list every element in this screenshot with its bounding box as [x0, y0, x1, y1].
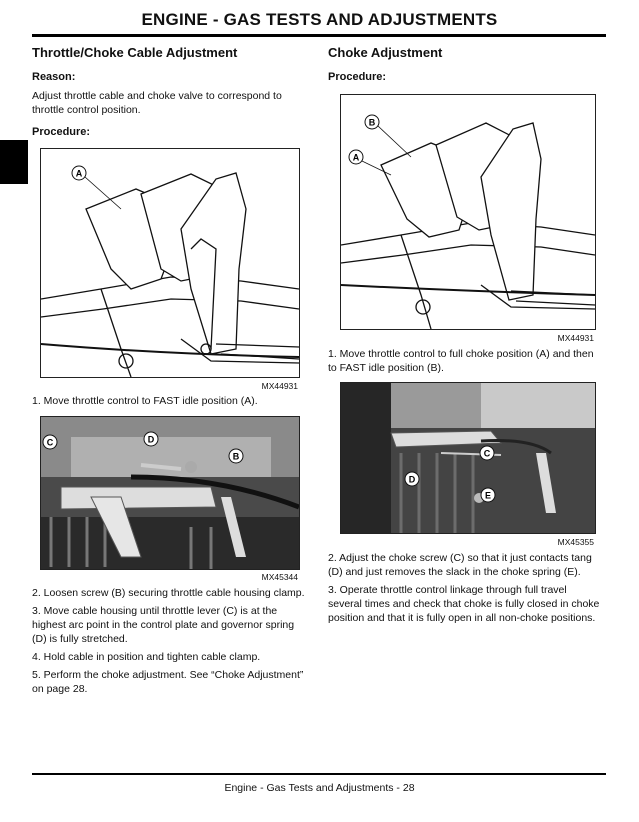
- section-tab-marker: [0, 140, 28, 184]
- callout-a-right-label: A: [352, 152, 360, 163]
- callout-e-right-label: E: [484, 490, 492, 501]
- reason-label: Reason:: [32, 71, 76, 83]
- left-step-3-line-3: (D) is fully stretched.: [32, 633, 128, 645]
- figure-id-mx44931-right: MX44931: [557, 333, 594, 343]
- page-footer: Engine - Gas Tests and Adjustments - 28: [224, 782, 415, 794]
- callout-d-right: [405, 472, 419, 486]
- callout-c-label: C: [46, 437, 54, 448]
- left-step-3-line-2: highest arc point in the control plate and governor spring: [32, 619, 295, 631]
- callout-b-right: [365, 115, 411, 157]
- throttle-lever-drawing-left: [40, 148, 300, 378]
- callout-d: [144, 432, 158, 446]
- reason-text-line-1: Adjust throttle cable and choke valve to correspond to: [32, 90, 282, 102]
- choke-linkage-photo-right: [340, 382, 596, 534]
- figure-id-mx45355: MX45355: [557, 537, 594, 547]
- figure-id-mx44931-left: MX44931: [261, 381, 298, 391]
- callout-c: [43, 435, 57, 449]
- callout-b: [229, 449, 243, 463]
- reason-text-line-2: throttle control position.: [32, 104, 141, 116]
- callout-c-right-label: C: [483, 448, 491, 459]
- left-step-3-line-1: 3. Move cable housing until throttle lever (C) is at the: [32, 605, 278, 617]
- procedure-label-left: Procedure:: [32, 126, 91, 138]
- right-step-3-line-3: position and that it is fully open in all non-choke positions.: [328, 612, 596, 624]
- page-title: ENGINE - GAS TESTS AND ADJUSTMENTS: [141, 10, 498, 29]
- throttle-lever-drawing-right: [340, 94, 596, 330]
- right-step-1-line-2: to FAST idle position (B).: [328, 362, 444, 374]
- callout-c-right: [480, 446, 494, 460]
- right-step-1-line-1: 1. Move throttle control to full choke position (A) and then: [328, 348, 594, 360]
- figure-id-mx45344: MX45344: [261, 572, 298, 582]
- callout-d-right-label: D: [408, 474, 416, 485]
- callout-b-right-label: B: [368, 117, 376, 128]
- left-step-2: 2. Loosen screw (B) securing throttle cable housing clamp.: [32, 587, 305, 599]
- footer-rule: [32, 773, 606, 775]
- callout-b-label: B: [232, 451, 240, 462]
- header-rule: [32, 34, 606, 37]
- throttle-choke-heading: Throttle/Choke Cable Adjustment: [32, 45, 238, 60]
- left-step-4: 4. Hold cable in position and tighten cable clamp.: [32, 651, 261, 663]
- right-step-2-line-2: (D) and just removes the slack in the choke spring (E).: [328, 566, 581, 578]
- callout-a-label: A: [75, 168, 83, 179]
- right-step-2-line-1: 2. Adjust the choke screw (C) so that it just contacts tang: [328, 552, 592, 564]
- callout-e-right: [481, 488, 495, 502]
- callout-a: [72, 166, 121, 209]
- right-step-3-line-2: several times and check that choke is fully closed in choke: [328, 598, 600, 610]
- throttle-linkage-photo-left: [40, 416, 300, 570]
- left-step-5-line-2: on page 28.: [32, 683, 88, 695]
- callout-d-label: D: [147, 434, 155, 445]
- right-step-3-line-1: 3. Operate throttle control linkage through full travel: [328, 584, 567, 596]
- procedure-label-right: Procedure:: [328, 71, 387, 83]
- choke-adjustment-heading: Choke Adjustment: [328, 45, 443, 60]
- left-step-5-line-1: 5. Perform the choke adjustment. See “Choke Adjustment”: [32, 669, 304, 681]
- left-step-1: 1. Move throttle control to FAST idle position (A).: [32, 395, 258, 407]
